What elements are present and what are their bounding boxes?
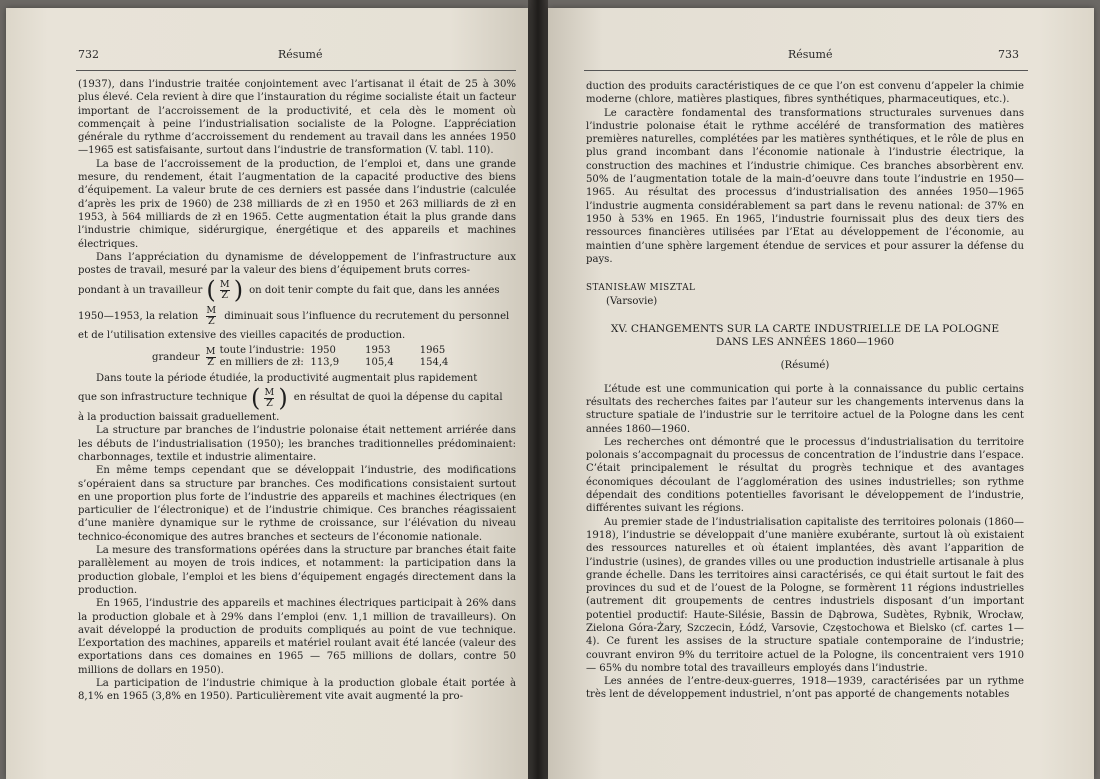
paragraph: Dans toute la période étudiée, la productivité augmentait plus rapidement <box>96 372 478 384</box>
paragraph-end: et de l’utilisation extensive des vieilles capacités de production. <box>78 330 406 342</box>
author-name: STANISŁAW MISZTAL <box>586 283 696 294</box>
table-row: en milliers de zł: 113,9 105,4 154,4 <box>219 357 449 369</box>
formula-text: on doit tenir compte du fait que, dans les années <box>249 284 500 296</box>
book-gutter <box>528 0 548 779</box>
left-page <box>6 8 528 779</box>
table-row: toute l’industrie: 1950 1953 1965 <box>219 344 446 356</box>
values-table-block <box>78 345 516 370</box>
formula-text: 1950—1953, la relation <box>78 310 199 322</box>
page-number-left: 732 <box>78 48 99 61</box>
fraction-m-over-z: $\frac{M}{Z}$ <box>206 304 217 327</box>
formula-text: en résultat de quoi la dépense du capital <box>293 392 503 404</box>
paragraph: La base de l’accroissement de la production, de l’emploi et, dans une grande mesure, du rendement, était l’augmentation de la capacité productive des biens d’équipement. La valeur brute de ces derniers est passée dans l’industrie (calculée d’après les prix de 1960) de 238 milliards de zł en 1950 et 263 milliards de zł en 1953, à 564 milliards de zł en 1965. Cette augmentation était la plus grande dans l’industrie chimique, sidérurgique, énergétique et des appareils et machines électriques. <box>78 158 516 250</box>
paragraph: L’étude est une communication qui porte à la connaissance du public certains résultats des recherches faites par l’auteur sur les changements intervenus dans la structure spatiale de l’industrie sur le territoire actuel de la Pologne dans les cent années 1860—1960. <box>586 383 1024 435</box>
formula-line: pondant à un travailleur ( $\frac{M}{Z}$ ) on doit tenir compte du fait que, dans les années <box>78 276 500 305</box>
table-label: grandeur <box>152 351 200 363</box>
author-city: (Varsovie) <box>606 296 658 308</box>
chapter-title: XV. CHANGEMENTS SUR LA CARTE INDUSTRIELLE DE LA POLOGNE DANS LES ANNÉES 1860—1960 <box>610 322 1000 349</box>
header-rule-right <box>584 70 1028 71</box>
header-rule-left <box>76 70 516 71</box>
running-head-left: Résumé <box>278 48 323 61</box>
paragraph: Le caractère fondamental des transformations structurales survenues dans l’industrie polonaise était le rythme accéléré de transformation des matières premières naturelles, complétées par les matières synthétiques, et le rôle de plus en plus grand incombant dans l’économie nationale à l’industrie électrique, la construction des machines et l’industrie chimique. Ces branches absorbèrent env. 50% de l’augmentation totale de la main-d’oeuvre dans toute l’industrie en 1950—1965. Au résultat des processus d’industrialisation des années 1950—1965 l’industrie augmenta considérablement sa part dans le revenu national: de 37% en 1950 à 53% en 1965. En 1965, l’industrie fournissait plus des deux tiers des ressources financières utilisées par l’Etat au développement de l’économie, au maintien d’une sphère largement étendue de services et pour assurer la défense du pays. <box>586 107 1024 265</box>
formula-text: diminuait sous l’influence du recrutement du personnel <box>224 310 510 322</box>
resume-label: (Résumé) <box>780 360 830 372</box>
fraction-m-over-z: $\frac{M}{Z}$ <box>205 345 216 368</box>
fraction-m-over-z: $\frac{M}{Z}$ <box>264 386 275 409</box>
paragraph: duction des produits caractéristiques de ce que l’on est convenu d’appeler la chimie moderne (chlore, matières plastiques, fibres synthétiques, pharmaceutiques, etc.). <box>586 81 1024 106</box>
paragraph-end: à la production baissait graduellement. <box>78 412 280 424</box>
paragraph: La participation de l’industrie chimique à la production globale était portée à 8,1% en 1965 (3,8% en 1950). Particulièrement vite avait augmenté la pro- <box>78 677 516 703</box>
left-page-body <box>78 78 516 704</box>
formula-text: que son infrastructure technique <box>78 392 248 404</box>
paragraph: (1937), dans l’industrie traitée conjointement avec l’artisanat il était de 25 à 30% plus élevé. Cela revient à dire que l’instauration du régime socialiste était un facteur important de l’accroissement de la productivité, et cela dès le moment où commençait à peine l’industrialisation socialiste de la Pologne. L’appréciation générale du rythme d’accroissement du rendement au travail dans les années 1950—1965 est satisfaisante, surtout dans l’industrie de transformation (V. tabl. 110). <box>78 79 516 157</box>
formula-line: que son infrastructure technique ( $\frac{M}{Z}$ ) en résultat de quoi la dépense du capital <box>78 384 503 413</box>
paragraph: En 1965, l’industrie des appareils et machines électriques participait à 26% dans la production globale et à 29% dans l’emploi (env. 1,1 million de travailleurs). On avait développé la production de produits compliqués au point de vue technique. L’exportation des machines, appareils et matériel roulant avait été lancée (valeur des exportations dans ces domaines en 1965 — 765 millions de dollars, contre 50 millions de dollars en 1950). <box>78 598 516 676</box>
formula-line <box>78 303 516 329</box>
paragraph: En même temps cependant que se développait l’industrie, des modifications s’opéraient dans sa structure par branches. Ces modifications consistaient surtout en une proportion plus forte de l’industrie des appareils et machines électriques (en particulier de l’électronique) et de l’industrie chimique. Ces branches réagissaient d’une manière dynamique sur le rythme de croissance, sur l’élévation du niveau technico-économique des autres branches et secteurs de l’économie nationale. <box>78 465 516 543</box>
values-table <box>220 345 455 370</box>
running-head-right: Résumé <box>788 48 833 61</box>
paragraph: Au premier stade de l’industrialisation capitaliste des territoires polonais (1860—1918), l’industrie se développait d’une manière exubérante, surtout là où existaient des ressources naturelles et où étaient implantées, dès avant l’apparition de l’industrie (usines), de grandes villes ou une production industrielle artisanale à plus grande échelle. Dans les territoires ainsi caractérisés, ce qui était surtout le fait des provinces du sud et de l’ouest de la Pologne, se formèrent 11 régions industrielles (autrement dit groupements de centres industriels disposant d’un important potentiel productif: Haute-Silésie, Bassin de Dąbrowa, Sudètes, Rybnik, Wrocław, Zielona Góra-Żary, Szczecin, Łódź, Varsovie, Częstochowa et Bielsko (cf. cartes 1—4). Ce furent les assises de la structure spatiale contemporaine de l’industrie; couvrant environ 9% du territoire actuel de la Pologne, ils concentraient vers 1910 — 65% du nombre total des travailleurs employés dans l’industrie. <box>586 516 1024 674</box>
right-page <box>548 8 1094 779</box>
paragraph: La mesure des transformations opérées dans la structure par branches était faite parallèlement au moyen de trois indices, et notamment: la participation dans la production globale, l’emploi et les biens d’équipement engagés directement dans la production. <box>78 545 516 596</box>
page-number-right: 733 <box>998 48 1019 61</box>
paragraph: Les recherches ont démontré que le processus d’industrialisation du territoire polonais s’accompagnait du processus de concentration de l’industrie dans l’espace. C’était principalement le résultat du progrès technique et des avantages économiques découlant de l’agglomération des usines industrielles; son rythme dépendait des conditions potentielles favorisant le développement de l’industrie, différentes suivant les régions. <box>586 436 1024 515</box>
paragraph: Dans l’appréciation du dynamisme de développement de l’infrastructure aux postes de travail, mesuré par la valeur des biens d’équipement bruts corres- <box>78 251 516 277</box>
paragraph: La structure par branches de l’industrie polonaise était nettement arriérée dans les débuts de l’industrialisation (1950); les branches traditionnelles prédominaient: charbonnages, textile et industrie alimentaire. <box>78 425 516 463</box>
paragraph: Les années de l’entre-deux-guerres, 1918—1939, caractérisées par un rythme très lent de développement industriel, n’ont pas apporté de changements notables <box>586 676 1024 701</box>
formula-text: pondant à un travailleur <box>78 284 203 296</box>
fraction-m-over-z: $\frac{M}{Z}$ <box>219 278 230 301</box>
right-page-body <box>586 80 1024 702</box>
